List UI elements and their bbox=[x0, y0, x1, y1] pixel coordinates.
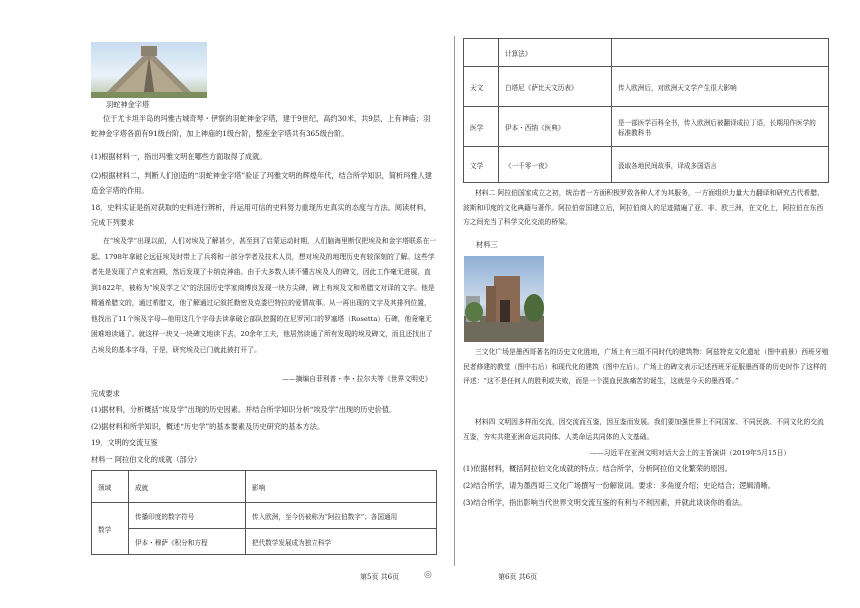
achievement-cell: 伊本・穆萨《积分和方程 bbox=[129, 529, 246, 555]
right-question-2: (2)结合所学，请为墨西哥三文化广场撰写一份解说词。要求：多角度介绍；史论结合；逻辑清晰。 bbox=[463, 481, 776, 490]
material-4-source: ——习近平在亚洲文明对话大会上的主旨演讲（2019年5月15日） bbox=[590, 449, 791, 457]
field-cell bbox=[464, 39, 499, 67]
table-row bbox=[464, 39, 829, 67]
requirement-1: (1)据材料，分析概括“埃及学”出现的历史因素。并结合所学知识分析“埃及学”出现的历史价值。 bbox=[91, 405, 397, 414]
influence-cell: 汲取各地民间故事，译成多国语言 bbox=[612, 147, 829, 183]
arab-culture-table-left bbox=[91, 470, 437, 555]
material-paragraph: 位于尤卡坦半岛的玛雅古城奇琴・伊察的羽蛇神金字塔，建于9世纪，高约30米，共9层，上有神庙；羽蛇神金字塔各面有91级台阶，加上神庙的1级台阶，整座金字塔共有365级台阶。 bbox=[91, 114, 431, 138]
right-question-1: (1)依据材料，概括阿拉伯文化成就的特点；结合所学，分析阿拉伯文化繁荣的原因。 bbox=[463, 464, 732, 473]
page-number-right: 第6页 共6页 bbox=[498, 573, 538, 581]
question-2: (2)根据材料二，判断人们创造的“羽蛇神金字塔”验证了玛雅文明的辉煌年代，结合所学知识，简析玛雅人建造金字塔的作用。 bbox=[91, 171, 432, 195]
right-question-3: (3)结合所学，指出影响当代世界文明交流互鉴的有利与不利因素，并就此谈谈你的看法。 bbox=[463, 498, 747, 507]
question-18-heading: 18．史料实证是指对获取的史料进行辨析，并运用可信的史料努力重现历史真实的态度与方法。阅读材料，完成下列要求 bbox=[91, 203, 431, 227]
table-row bbox=[92, 529, 437, 555]
field-cell: 文学 bbox=[464, 147, 499, 183]
material-3-title: 材料三 bbox=[476, 240, 498, 249]
influence-cell: 是一部医学百科全书，传入欧洲后被翻译成拉丁语，长期用作医学的标准教科书 bbox=[612, 107, 829, 147]
requirement-2: (2)据材料和所学知识，概述“历史学”的基本要素及历史研究的基本方法。 bbox=[91, 422, 325, 431]
influence-cell: 传入欧洲，至今仍被称为“阿拉伯数字”；各国通用 bbox=[246, 503, 437, 529]
achievement-cell: 传播印度的数字符号 bbox=[129, 503, 246, 529]
field-cell: 天文 bbox=[464, 67, 499, 107]
material-2: 材料二 阿拉伯国家成立之初，统治者一方面积极罗致各种人才为其服务，一方面组织力量大力翻译和研究古代希腊、波斯和印度的文化典籍与著作。阿拉伯帝国建立后，阿拉伯商人的足迹踏遍了亚、非、欧三洲，在文化上，阿拉伯在东西方之间充当了科学文化交流的桥梁。 bbox=[463, 189, 824, 226]
table-row bbox=[464, 147, 829, 183]
field-math: 数学 bbox=[92, 503, 129, 555]
photo-caption: 羽蛇神金字塔 bbox=[106, 100, 150, 109]
header-influence: 影响 bbox=[246, 471, 437, 503]
page-divider bbox=[454, 36, 455, 566]
achievement-cell: 白塔尼《萨比天文历表》 bbox=[499, 67, 612, 107]
table-row bbox=[464, 67, 829, 107]
material-4: 材料四 文明因多样而交流，因交流而互鉴，因互鉴而发展。我们要加强世界上不同国家、不同民族、不同文化的交流互鉴，夯实共建亚洲命运共同体、人类命运共同体的人文基础。 bbox=[463, 418, 824, 441]
table-row bbox=[92, 503, 437, 529]
field-cell: 医学 bbox=[464, 107, 499, 147]
achievement-cell: 计算法》 bbox=[499, 39, 612, 67]
plaza-photo bbox=[464, 256, 544, 342]
header-field: 领域 bbox=[92, 471, 129, 503]
table-row bbox=[464, 107, 829, 147]
pyramid-photo bbox=[91, 42, 207, 98]
requirements-heading: 完成要求 bbox=[91, 389, 120, 398]
question-1: (1)根据材料一，指出玛雅文明在哪些方面取得了成就。 bbox=[91, 152, 267, 161]
material-1-title: 材料一 阿拉伯文化的成就（部分） bbox=[91, 455, 202, 464]
achievement-cell: 伊本・西纳《医典》 bbox=[499, 107, 612, 147]
page-number-left: 第5页 共6页 bbox=[360, 573, 400, 581]
table-header-row bbox=[92, 471, 437, 503]
influence-cell bbox=[612, 39, 829, 67]
influence-cell: 传入欧洲后，对欧洲天文学产生很大影响 bbox=[612, 67, 829, 107]
influence-cell: 把代数学发展成为独立科学 bbox=[246, 529, 437, 555]
question-18-material: 在“埃及学”出现以前，人们对埃及了解甚少，甚至到了启蒙运动时期，人们脑海里断仅把埃及和金字塔联系在一起。1798年拿破仑远征埃及时带上了兵将和一部分学者及技术人员，想对埃及的地理历史有较深刻的了解。这些学者先是发现了卢克索宫殿，然后发现了卡纳克神庙。由于大多数人读不懂古埃及人的碑文，因此工作毫无进展，直到1822年，被称为“埃及学之父”的法国历史学家商博良发现一块方尖碑，碑上有埃及文和希腊文对译的文字。他是精通希腊文的，通过希腊文，他了解通过记叙托勒密及克娄巴特拉的爱情故事。从一再出现的文字及其排列位置，他找出了11个埃及字母—他用这几个字母去读拿破仑部队挖掘的在尼罗河口的罗塞塔（Rosetta）石碑，他竟毫无困难地读通了。就这样一块又一块碑文地读下去，20余年工夫，他居然读通了所有发现的埃及碑文，而且还找出了古埃及的基本字母，于是，研究埃及已门就此被打开了。 bbox=[91, 237, 437, 354]
binding-mark-icon: ◎ bbox=[424, 570, 432, 580]
header-achievement: 成就 bbox=[129, 471, 246, 503]
question-18-source: ——摘编自菲利普・李・拉尔夫等《世界文明史》 bbox=[282, 375, 432, 383]
achievement-cell: 《一千零一夜》 bbox=[499, 147, 612, 183]
material-3: 三文化广场是墨西哥著名的历史文化胜地，广场上有三组不同时代的建筑物：阿兹特克文化遗址（图中前景）西班牙殖民者修建的教堂（图中右后）和现代化的建筑（图中左后）。广场上的碑文表示记述西班牙征服墨西哥的历史时作了这样的评述：“这不是任何人的胜利或失败，而是一个混血民族痛苦的诞生，这就是今天的墨西哥。” bbox=[463, 348, 829, 385]
arab-culture-table-right bbox=[463, 38, 829, 183]
question-19-heading: 19．文明的交流互鉴 bbox=[91, 438, 158, 447]
